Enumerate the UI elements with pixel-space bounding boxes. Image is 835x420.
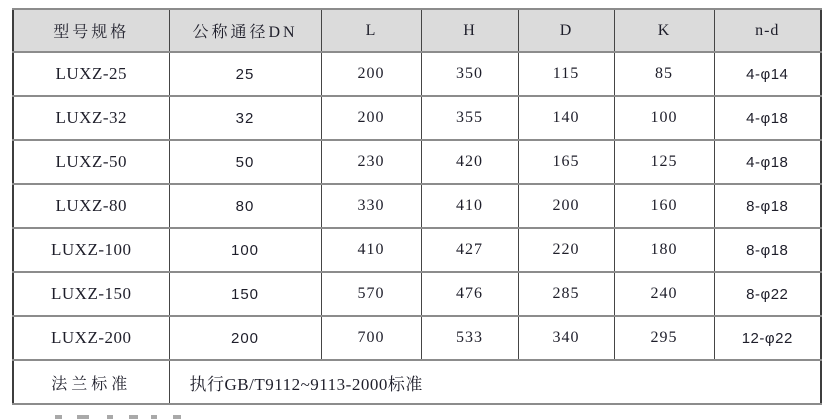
cell-model: LUXZ-32 xyxy=(13,96,169,140)
cell-dn: 80 xyxy=(169,184,321,228)
cell-nd: 4-φ18 xyxy=(714,96,821,140)
cell-d: 140 xyxy=(518,96,614,140)
cell-model: LUXZ-200 xyxy=(13,316,169,360)
cell-h: 355 xyxy=(421,96,518,140)
cell-d: 200 xyxy=(518,184,614,228)
table-row xyxy=(13,228,821,272)
cell-h: 350 xyxy=(421,52,518,96)
cell-l: 230 xyxy=(321,140,421,184)
table-row xyxy=(13,52,821,96)
cell-l: 410 xyxy=(321,228,421,272)
column-header-l: L xyxy=(321,9,421,52)
cell-model: LUXZ-80 xyxy=(13,184,169,228)
cell-dn: 200 xyxy=(169,316,321,360)
cell-model: LUXZ-100 xyxy=(13,228,169,272)
flange-standard-label: 法兰标准 xyxy=(13,360,169,404)
cell-k: 100 xyxy=(614,96,714,140)
cell-nd: 4-φ14 xyxy=(714,52,821,96)
cell-l: 330 xyxy=(321,184,421,228)
cell-d: 340 xyxy=(518,316,614,360)
cell-l: 200 xyxy=(321,96,421,140)
cell-nd: 8-φ22 xyxy=(714,272,821,316)
flange-standard-value: 执行GB/T9112~9113-2000标准 xyxy=(169,360,821,404)
cell-h: 533 xyxy=(421,316,518,360)
footer-row xyxy=(13,360,821,404)
cell-l: 700 xyxy=(321,316,421,360)
column-header-d: D xyxy=(518,9,614,52)
cell-k: 180 xyxy=(614,228,714,272)
cell-h: 476 xyxy=(421,272,518,316)
table-row xyxy=(13,140,821,184)
table-row xyxy=(13,184,821,228)
cell-dn: 25 xyxy=(169,52,321,96)
cell-dn: 100 xyxy=(169,228,321,272)
cell-d: 165 xyxy=(518,140,614,184)
cell-k: 295 xyxy=(614,316,714,360)
header-row xyxy=(13,9,821,52)
cell-k: 125 xyxy=(614,140,714,184)
cell-l: 570 xyxy=(321,272,421,316)
table-row xyxy=(13,272,821,316)
cell-h: 410 xyxy=(421,184,518,228)
cell-dn: 150 xyxy=(169,272,321,316)
cell-d: 115 xyxy=(518,52,614,96)
cell-h: 427 xyxy=(421,228,518,272)
spec-table xyxy=(12,8,822,405)
cell-nd: 4-φ18 xyxy=(714,140,821,184)
table-row xyxy=(13,316,821,360)
column-header-nd: n-d xyxy=(714,9,821,52)
cell-nd: 12-φ22 xyxy=(714,316,821,360)
cell-model: LUXZ-25 xyxy=(13,52,169,96)
column-header-h: H xyxy=(421,9,518,52)
column-header-dn: 公称通径DN xyxy=(169,9,321,52)
cell-model: LUXZ-50 xyxy=(13,140,169,184)
column-header-model: 型号规格 xyxy=(13,9,169,52)
cell-d: 285 xyxy=(518,272,614,316)
table-row xyxy=(13,96,821,140)
cell-dn: 32 xyxy=(169,96,321,140)
cell-k: 240 xyxy=(614,272,714,316)
cell-l: 200 xyxy=(321,52,421,96)
cell-k: 160 xyxy=(614,184,714,228)
cutoff-text-fragment xyxy=(55,414,205,420)
cell-model: LUXZ-150 xyxy=(13,272,169,316)
cell-d: 220 xyxy=(518,228,614,272)
cell-h: 420 xyxy=(421,140,518,184)
cell-nd: 8-φ18 xyxy=(714,228,821,272)
column-header-k: K xyxy=(614,9,714,52)
cell-nd: 8-φ18 xyxy=(714,184,821,228)
cell-k: 85 xyxy=(614,52,714,96)
cell-dn: 50 xyxy=(169,140,321,184)
